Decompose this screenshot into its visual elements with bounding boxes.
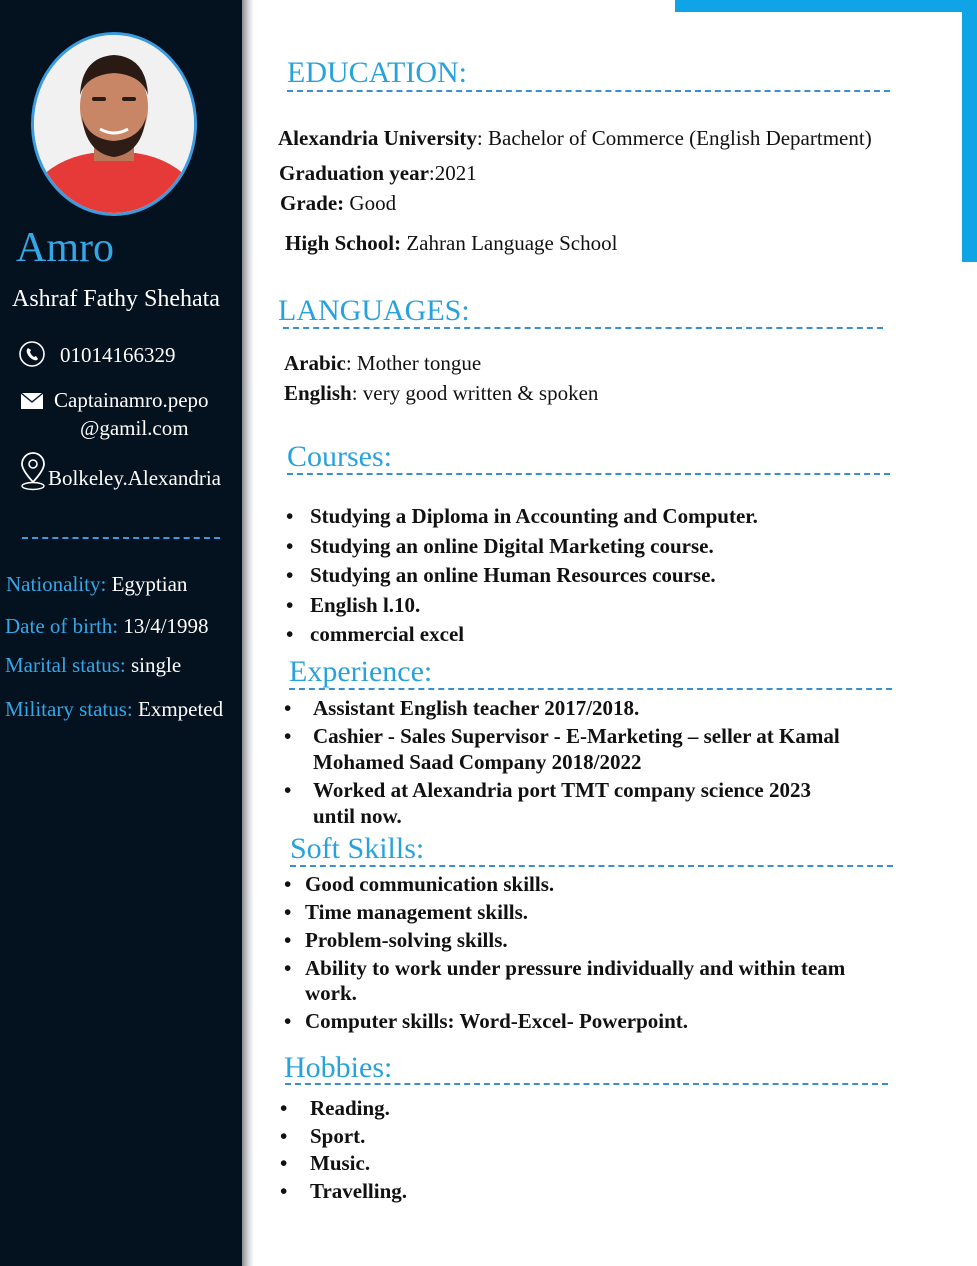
sidebar-divider [22,537,220,539]
languages-divider [283,327,883,329]
list-item [284,956,924,1006]
language-english-value: : very good written & spoken [351,381,599,405]
education-university [278,126,872,151]
courses-divider [287,473,890,475]
nationality-row [6,572,187,597]
languages-heading: LANGUAGES: [278,294,470,327]
grade-label: Grade: [280,191,345,215]
nationality-value: Egyptian [111,572,188,596]
education-high-school [285,231,617,256]
university-label: Alexandria University [278,126,477,150]
email-line-2[interactable]: @gamil.com [80,416,189,440]
sidebar-shadow [242,0,254,1266]
dob-label: Date of birth: [5,614,124,638]
list-item: • Studying an online Human Resources course. [286,561,758,591]
list-item [284,872,924,897]
list-item: • Reading. [280,1095,407,1123]
soft-skills-list [284,872,924,1034]
hobbies-list [280,1095,407,1205]
marital-status-row [5,653,181,678]
experience-2-line-1: Cashier - Sales Supervisor - E-Marketing – seller at Kamal [313,724,840,748]
language-english [284,381,598,406]
soft-skill-3: Problem-solving skills. [305,928,508,952]
military-status-label: Military status: [5,697,138,721]
university-value: : Bachelor of Commerce (English Department) [476,126,872,150]
phone-number[interactable]: 01014166329 [60,343,176,367]
sidebar [0,0,242,1266]
location-pin-icon [18,452,48,492]
experience-divider [289,688,892,690]
soft-skill-1: Good communication skills. [305,872,555,896]
grade-value: Good [344,191,397,215]
language-english-label: English [284,381,352,405]
dob-row [5,614,209,639]
hobbies-heading: Hobbies: [284,1051,393,1084]
dob-value: 13/4/1998 [123,614,209,638]
experience-3-line-2: until now. [313,804,402,828]
envelope-icon [20,392,44,410]
list-item [284,900,924,925]
list-item [284,1009,924,1034]
experience-list [284,695,924,829]
experience-2-line-2: Mohamed Saad Company 2018/2022 [313,750,642,774]
military-status-value: Exmpeted [138,697,224,721]
top-accent-bar [675,0,977,12]
list-item: • Studying an online Digital Marketing course. [286,532,758,562]
soft-skill-5: Computer skills: Word-Excel- Powerpoint. [305,1009,689,1033]
experience-heading: Experience: [289,655,433,688]
full-name: Ashraf Fathy Shehata [12,286,220,312]
soft-skill-4-line-2: work. [305,981,357,1005]
phone-icon [18,340,46,368]
military-status-row [5,697,223,722]
profile-photo [31,32,197,216]
location-text: Bolkeley.Alexandria [48,466,221,490]
education-heading: EDUCATION: [287,56,467,89]
language-arabic-value: : Mother tongue [345,351,482,375]
soft-skills-heading: Soft Skills: [290,832,425,865]
list-item: • English l.10. [286,591,758,621]
high-school-label: High School: [285,231,402,255]
profile-photo-illustration [34,35,194,213]
experience-3-line-1: Worked at Alexandria port TMT company science 2023 [313,778,811,802]
graduation-value: :2021 [428,161,477,185]
list-item: • Travelling. [280,1178,407,1206]
language-arabic [284,351,481,376]
list-item: • commercial excel [286,620,758,650]
list-item [284,928,924,953]
right-accent-bar [962,0,977,262]
nationality-label: Nationality: [6,572,112,596]
marital-status-label: Marital status: [5,653,131,677]
courses-list [286,502,758,650]
experience-1-line-1: Assistant English teacher 2017/2018. [313,696,640,720]
soft-skill-4-line-1: Ability to work under pressure individually and within team [305,956,846,980]
email-line-1[interactable]: Captainamro.pepo [54,388,209,412]
courses-heading: Courses: [287,440,392,473]
list-item [284,695,924,721]
education-grade [280,191,396,216]
soft-skill-2: Time management skills. [305,900,529,924]
education-graduation [279,161,477,186]
language-arabic-label: Arabic [284,351,346,375]
soft-skills-divider [290,865,893,867]
list-item: • Sport. [280,1123,407,1151]
list-item [284,723,924,775]
list-item: • Studying a Diploma in Accounting and Computer. [286,502,758,532]
hobbies-divider [285,1083,888,1085]
graduation-label: Graduation year [279,161,429,185]
high-school-value: Zahran Language School [401,231,618,255]
marital-status-value: single [130,653,182,677]
first-name: Amro [16,225,114,271]
education-divider [287,90,890,92]
list-item [284,777,924,829]
list-item: • Music. [280,1150,407,1178]
